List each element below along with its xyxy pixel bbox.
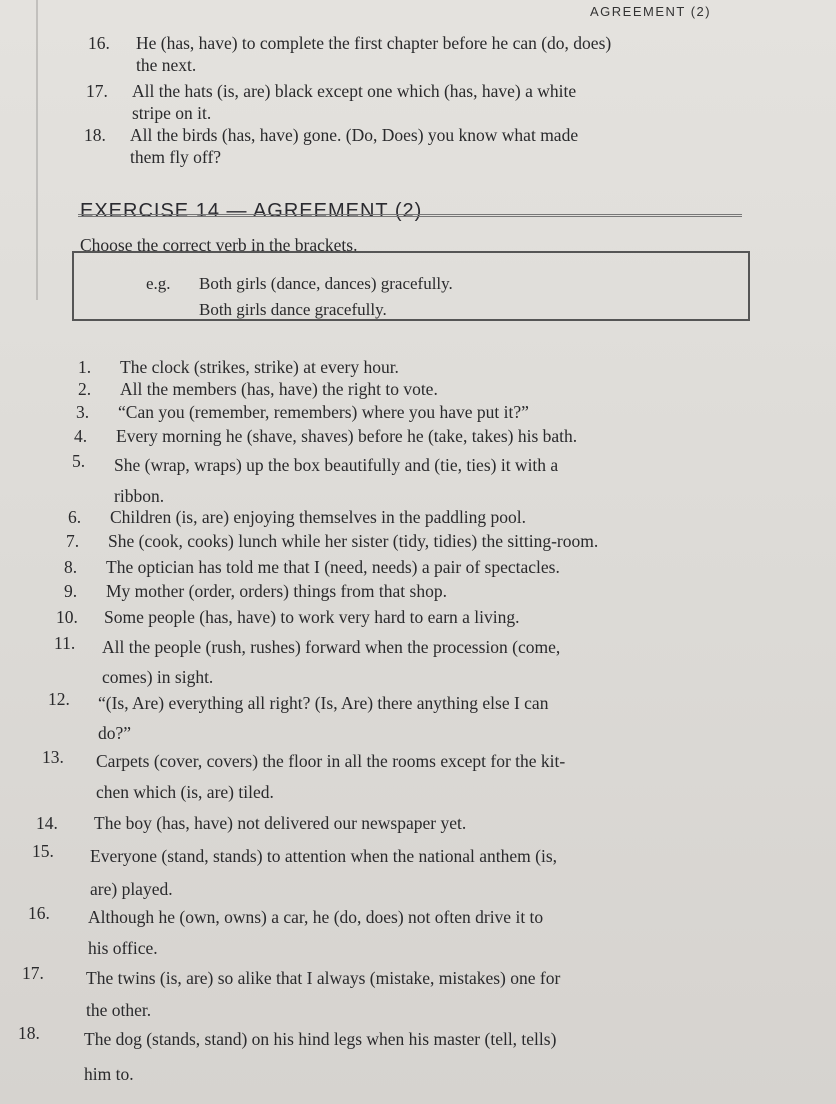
item-number: 11. — [54, 633, 76, 653]
item-number: 18. — [84, 125, 106, 145]
heading-rule — [78, 209, 742, 217]
example-answer: Both girls dance gracefully. — [199, 300, 387, 319]
item-number: 7. — [66, 531, 80, 551]
item-number: 10. — [56, 607, 78, 627]
item-number: 15. — [32, 841, 54, 861]
example-box — [72, 251, 750, 321]
exercise-item-1 — [78, 356, 798, 380]
item-number: 1. — [78, 357, 92, 377]
exercise-item-4 — [74, 425, 814, 449]
exercise-item-18 — [18, 1022, 828, 1082]
exercise-item-3 — [76, 401, 796, 425]
item-text: She (cook, cooks) lunch while her sister (tidy, tidies) the sitting-room. — [108, 531, 599, 551]
exercise-item-14 — [36, 812, 816, 836]
exercise-instruction: Choose the correct verb in the brackets. — [80, 235, 358, 255]
item-text: Everyone (stand, stands) to attention when the national anthem (is, are) played. — [90, 846, 558, 899]
exercise-item-15 — [32, 840, 822, 899]
item-number: 18. — [18, 1023, 40, 1043]
item-text: Some people (has, have) to work very hard to earn a living. — [104, 607, 520, 627]
item-text: The boy (has, have) not delivered our newspaper yet. — [94, 813, 467, 833]
item-number: 16. — [88, 33, 110, 53]
prev-item-16 — [88, 32, 748, 78]
item-text: My mother (order, orders) things from that shop. — [106, 581, 447, 601]
item-number: 4. — [74, 426, 88, 446]
exercise-item-9 — [64, 580, 824, 604]
item-number: 2. — [78, 379, 92, 399]
item-text: He (has, have) to complete the first chapter before he can (do, does) the next. — [136, 33, 612, 75]
item-number: 5. — [72, 451, 86, 471]
exercise-item-5 — [72, 450, 812, 506]
item-text: All the people (rush, rushes) forward when the procession (come, comes) in sight. — [102, 637, 561, 687]
item-text: Carpets (cover, covers) the floor in all the rooms except for the kit- chen which (is, are) tiled. — [96, 751, 566, 802]
exercise-item-16 — [28, 902, 818, 958]
exercise-item-7 — [66, 530, 826, 554]
item-text: The optician has told me that I (need, needs) a pair of spectacles. — [106, 557, 560, 577]
item-text: All the hats (is, are) black except one which (has, have) a white stripe on it. — [132, 81, 577, 123]
item-number: 17. — [86, 81, 108, 101]
item-number: 13. — [42, 747, 64, 767]
exercise-item-8 — [64, 556, 824, 580]
exercise-item-6 — [68, 506, 808, 530]
exercise-item-17 — [22, 962, 822, 1018]
page-fold-shadow — [36, 0, 38, 300]
item-text: The dog (stands, stand) on his hind legs when his master (tell, tells) him to. — [84, 1029, 557, 1084]
item-number: 12. — [48, 689, 70, 709]
example-question: Both girls (dance, dances) gracefully. — [199, 274, 453, 293]
prev-item-18 — [84, 124, 744, 170]
item-text: The clock (strikes, strike) at every hour. — [120, 357, 399, 377]
item-number: 8. — [64, 557, 78, 577]
example-label: e.g. — [146, 274, 171, 293]
exercise-title: EXERCISE 14 — AGREEMENT (2) — [80, 200, 423, 222]
running-head: AGREEMENT (2) — [590, 4, 712, 19]
item-text: Although he (own, owns) a car, he (do, does) not often drive it to his office. — [88, 907, 544, 958]
item-text: Every morning he (shave, shaves) before he (take, takes) his bath. — [116, 426, 578, 446]
exercise-item-10 — [56, 606, 816, 630]
item-text: She (wrap, wraps) up the box beautifully and (tie, ties) it with a ribbon. — [114, 455, 559, 506]
item-number: 6. — [68, 507, 82, 527]
exercise-item-2 — [78, 378, 798, 402]
item-text: All the members (has, have) the right to vote. — [120, 379, 438, 399]
item-text: The twins (is, are) so alike that I always (mistake, mistakes) one for the other. — [86, 968, 561, 1020]
prev-item-17 — [86, 80, 746, 126]
item-text: “Can you (remember, remembers) where you have put it?” — [118, 402, 529, 422]
item-number: 9. — [64, 581, 78, 601]
item-number: 17. — [22, 963, 44, 983]
item-number: 3. — [76, 402, 90, 422]
exercise-item-12 — [48, 688, 818, 743]
item-text: All the birds (has, have) gone. (Do, Does) you know what made them fly off? — [130, 125, 579, 167]
item-text: Children (is, are) enjoying themselves in the paddling pool. — [110, 507, 527, 527]
exercise-item-13 — [42, 746, 822, 802]
item-number: 16. — [28, 903, 50, 923]
exercise-item-11 — [54, 632, 824, 687]
item-number: 14. — [36, 813, 58, 833]
item-text: “(Is, Are) everything all right? (Is, Are) there anything else I can do?” — [98, 693, 549, 743]
